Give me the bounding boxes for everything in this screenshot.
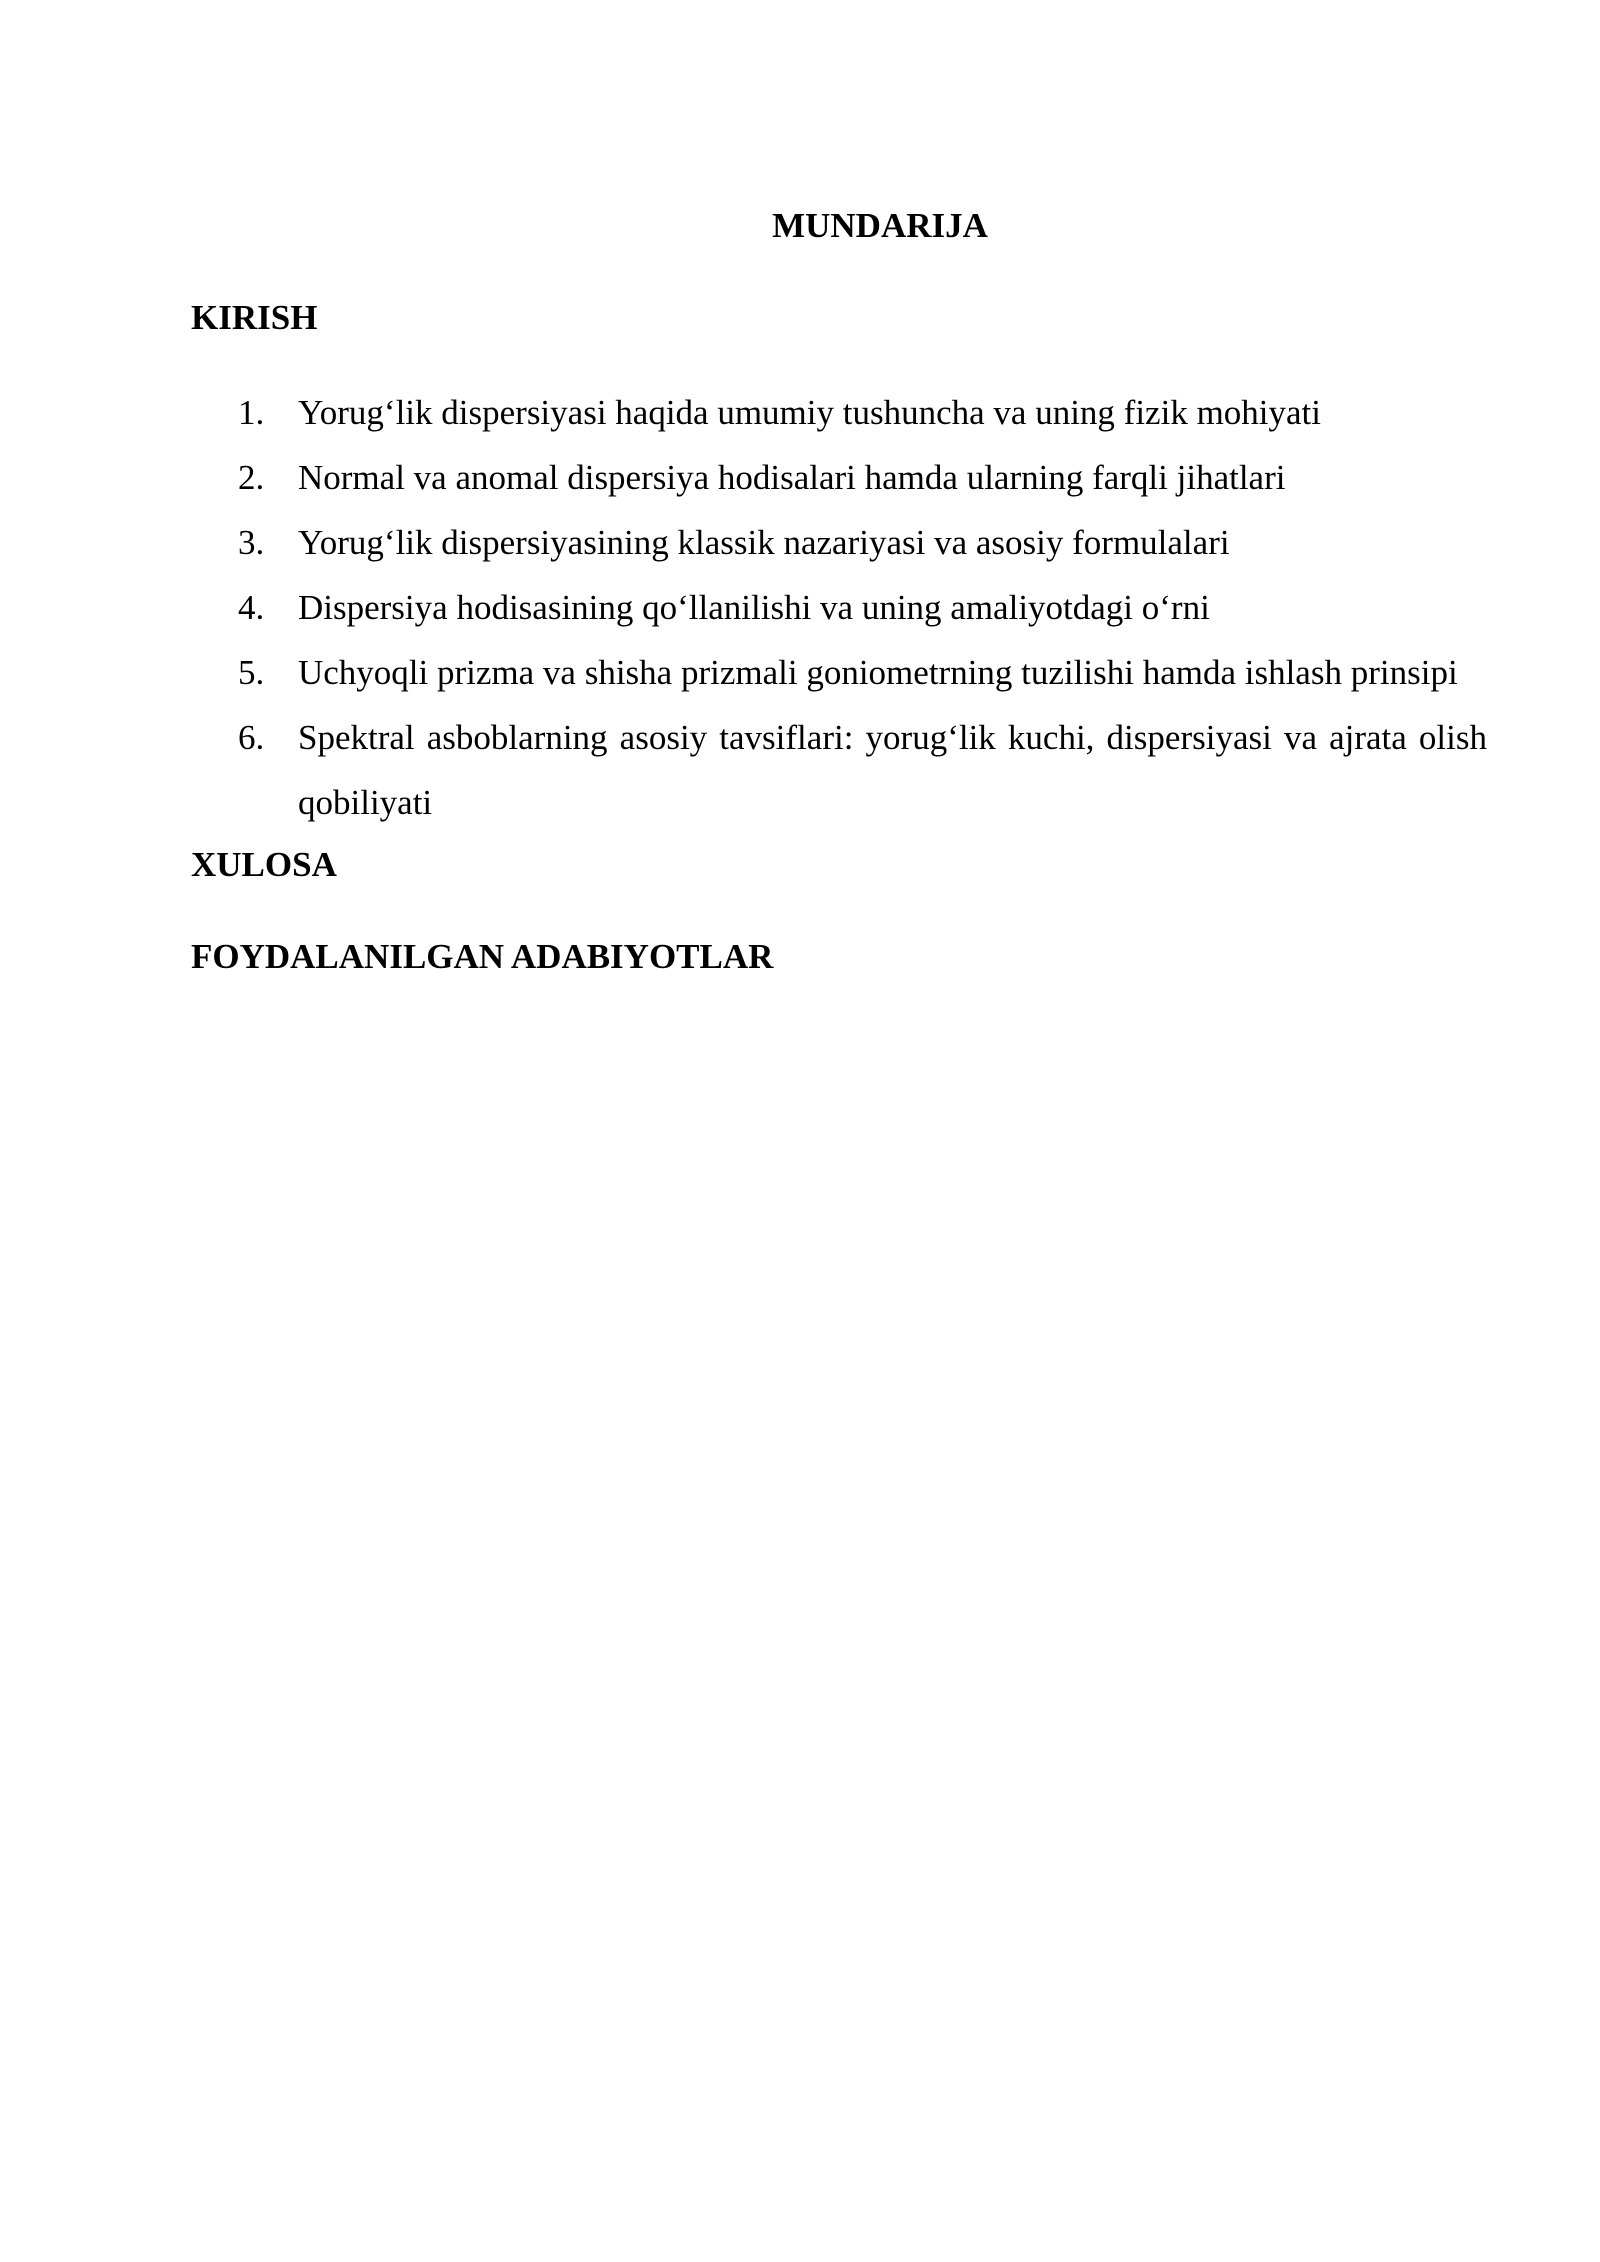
toc-item xyxy=(191,510,1487,575)
toc-item-text: Spektral asboblarning asosiy tavsiflari: yorug‘lik kuchi, dispersiyasi va ajrata olish qobiliyati xyxy=(298,718,1487,822)
toc-item xyxy=(191,640,1487,705)
toc-item-number: 5. xyxy=(238,653,265,692)
toc-item xyxy=(191,575,1487,640)
toc-item-number: 4. xyxy=(238,588,265,627)
conclusion-heading: XULOSA xyxy=(191,845,337,884)
intro-heading: KIRISH xyxy=(191,298,318,337)
toc-item-number: 1. xyxy=(238,393,265,432)
toc-item-text: Yorug‘lik dispersiyasi haqida umumiy tushuncha va uning fizik mohiyati xyxy=(298,393,1321,432)
toc-item-text: Dispersiya hodisasining qo‘llanilishi va uning amaliyotdagi o‘rni xyxy=(298,588,1210,627)
toc-item-number: 2. xyxy=(238,458,265,497)
toc-list xyxy=(191,380,1487,835)
toc-item xyxy=(191,445,1487,510)
toc-item-text: Normal va anomal dispersiya hodisalari hamda ularning farqli jihatlari xyxy=(298,458,1286,497)
table-of-contents xyxy=(191,196,1487,987)
toc-item-number: 3. xyxy=(238,523,265,562)
page-title: MUNDARIJA xyxy=(772,206,988,245)
toc-item-text: Yorug‘lik dispersiyasining klassik nazariyasi va asosiy formulalari xyxy=(298,523,1230,562)
toc-item xyxy=(191,380,1487,445)
toc-item-number: 6. xyxy=(238,718,265,757)
toc-item xyxy=(191,705,1487,835)
toc-item-text: Uchyoqli prizma va shisha prizmali goniometrning tuzilishi hamda ishlash prinsipi xyxy=(298,653,1458,692)
references-heading: FOYDALANILGAN ADABIYOTLAR xyxy=(191,937,774,976)
